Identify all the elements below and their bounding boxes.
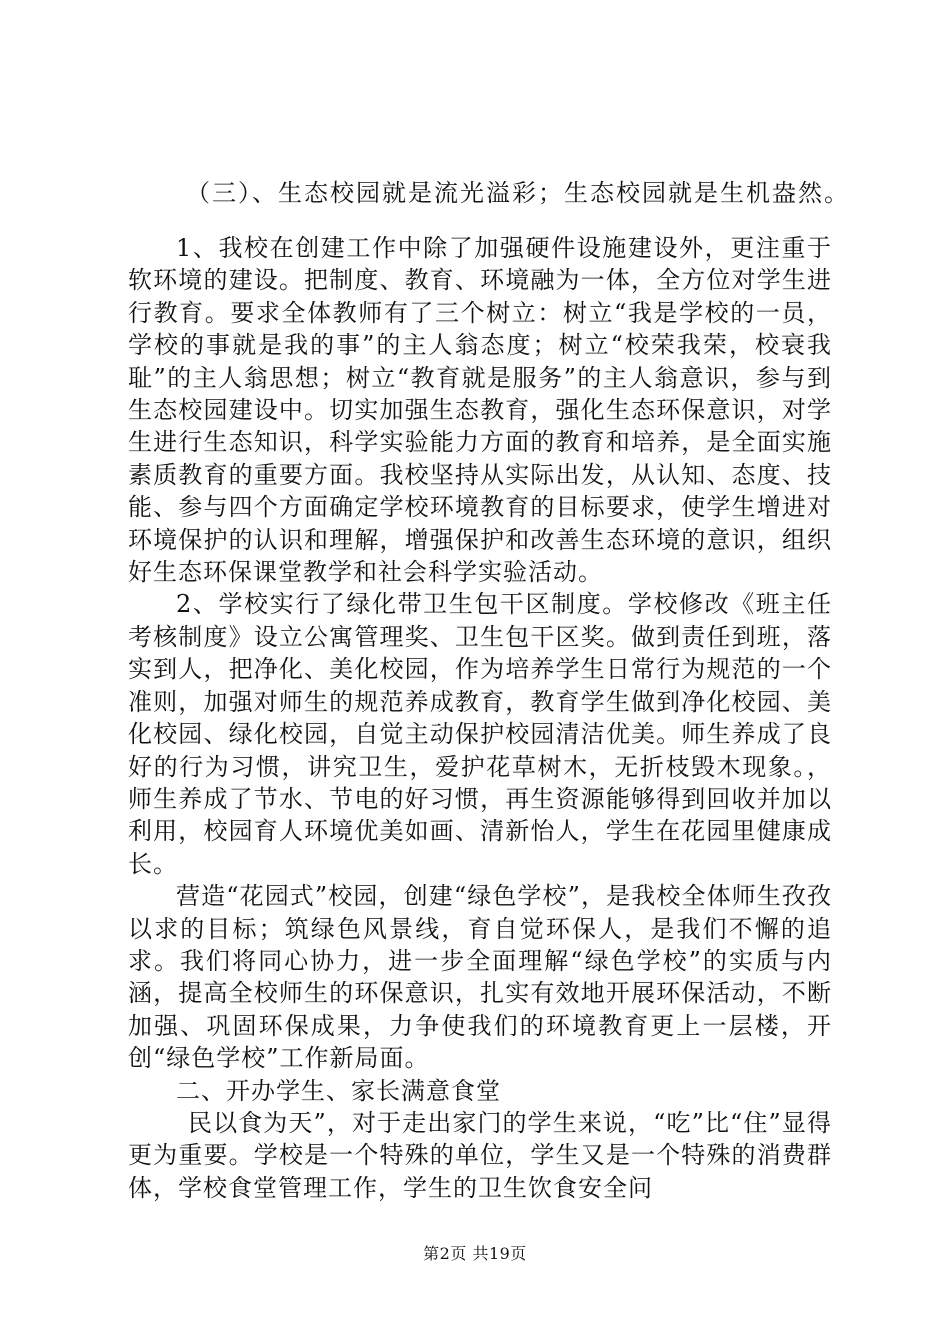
body-text (128, 232, 832, 1204)
paragraph-4: 民以食为天”，对于走出家门的学生来说，“吃”比“住”显得更为重要。学校是一个特殊的单位，学生又是一个特殊的消费群体，学校食堂管理工作，学生的卫生饮食安全问 (128, 1108, 832, 1202)
section-heading: （三）、生态校园就是流光溢彩；生态校园就是生机盎然。 (186, 179, 850, 207)
page-number-footer: 第2页 共19页 (423, 1244, 527, 1263)
paragraph-3: 营造“花园式”校园，创建“绿色学校”，是我校全体师生孜孜以求的目标；筑绿色风景线，育自觉环保人，是我们不懈的追求。我们将同心协力，进一步全面理解“绿色学校”的实质与内涵，提高全校师生的环保意识，扎实有效地开展环保活动，不断加强、巩固环保成果，力争使我们的环境教育更上一层楼，开创“绿色学校”工作新局面。 (128, 882, 832, 1073)
paragraph-1: 1、我校在创建工作中除了加强硬件设施建设外，更注重于软环境的建设。把制度、教育、环境融为一体，全方位对学生进行教育。要求全体教师有了三个树立：树立“我是学校的一员，学校的事就是我的事”的主人翁态度；树立“校荣我荣，校衰我耻”的主人翁思想；树立“教育就是服务”的主人翁意识，参与到生态校园建设中。切实加强生态教育，强化生态环保意识，对学生进行生态知识，科学实验能力方面的教育和培养，是全面实施素质教育的重要方面。我校坚持从实际出发，从认知、态度、技能、参与四个方面确定学校环境教育的目标要求，使学生增进对环境保护的认识和理解，增强保护和改善生态环境的意识，组织好生态环保课堂教学和社会科学实验活动。 (128, 234, 832, 587)
paragraph-2: 2、学校实行了绿化带卫生包干区制度。学校修改《班主任考核制度》设立公寓管理奖、卫生包干区奖。做到责任到班，落实到人，把净化、美化校园，作为培养学生日常行为规范的一个准则，加强对师生的规范养成教育，教育学生做到净化校园、美化校园、绿化校园，自觉主动保护校园清洁优美。师生养成了良好的行为习惯，讲究卫生，爱护花草树木，无折枝毁木现象。，师生养成了节水、节电的好习惯，再生资源能够得到回收并加以利用，校园育人环境优美如画、清新怡人，学生在花园里健康成长。 (128, 590, 832, 878)
subsection-heading: 二、开办学生、家长满意食堂 (176, 1076, 501, 1105)
